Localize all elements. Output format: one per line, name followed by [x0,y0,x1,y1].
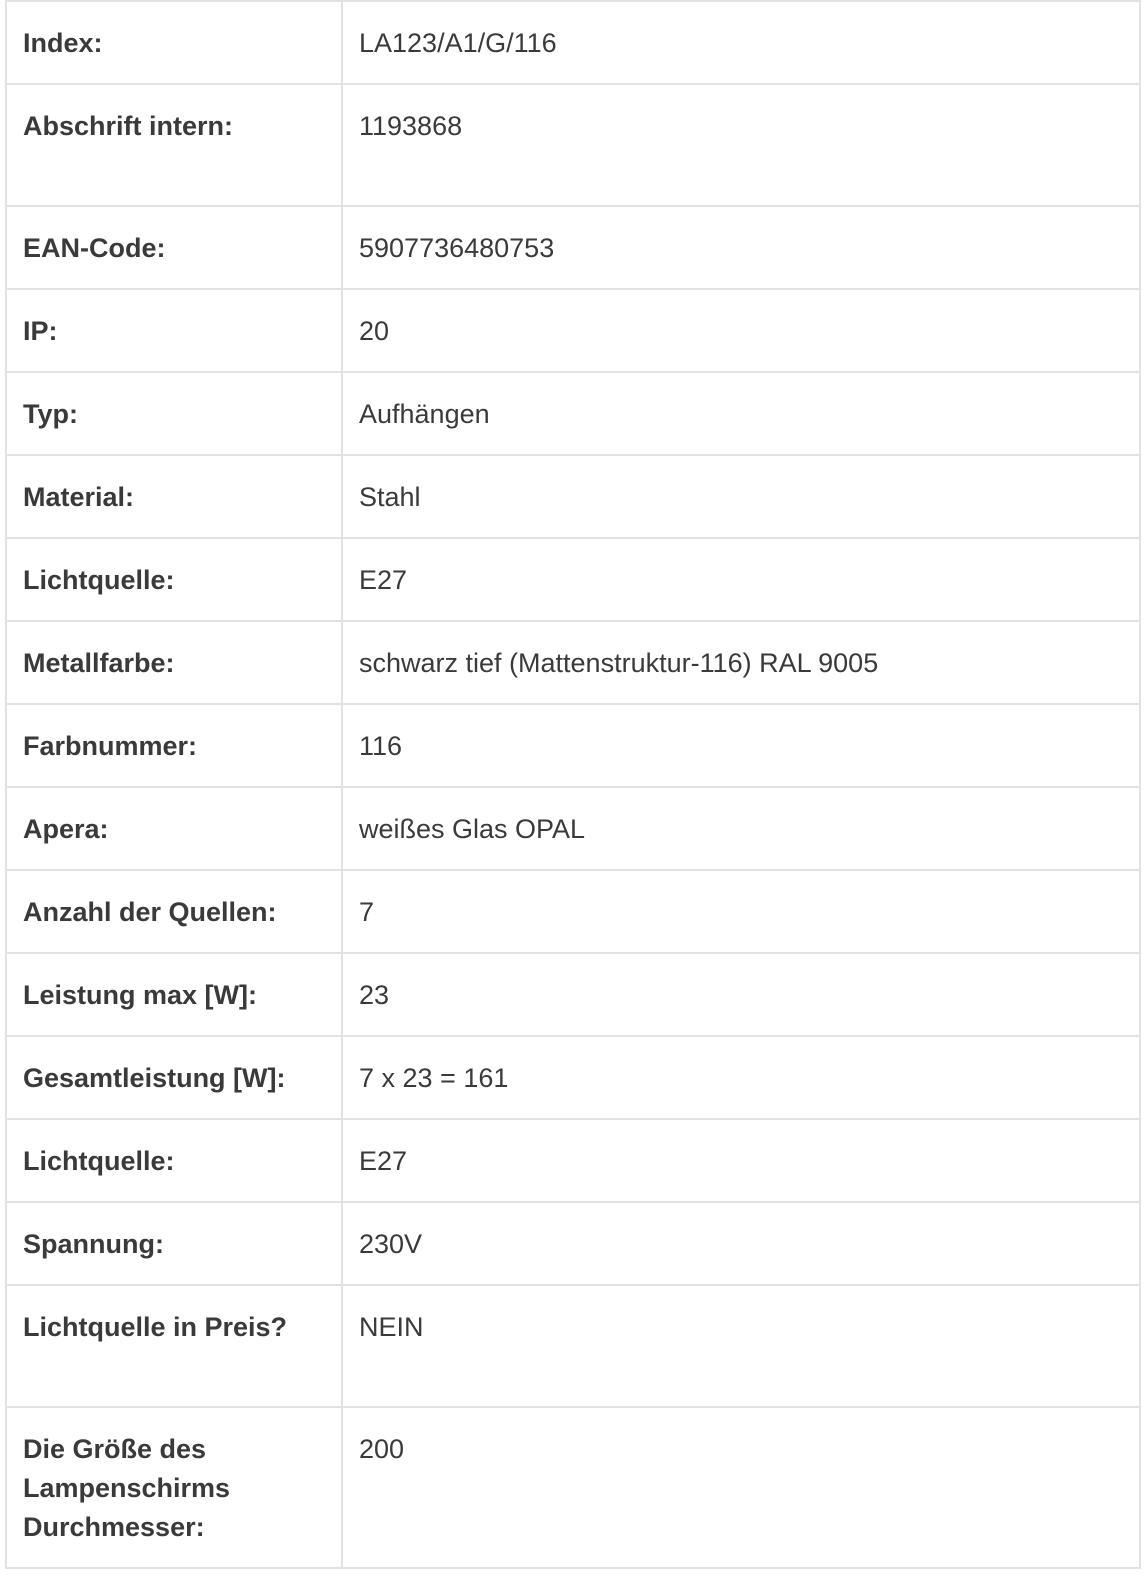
table-row [6,372,1140,455]
table-row [6,704,1140,787]
row-value: Stahl [342,455,1140,538]
row-label: Lichtquelle: [6,1119,342,1202]
row-value: schwarz tief (Mattenstruktur-116) RAL 9005 [342,621,1140,704]
table-row [6,953,1140,1036]
row-value: NEIN [342,1285,1140,1407]
table-row [6,455,1140,538]
table-row [6,870,1140,953]
row-value: LA123/A1/G/116 [342,1,1140,84]
row-label: Lichtquelle: [6,538,342,621]
table-row [6,84,1140,206]
product-spec-table [5,0,1141,1569]
row-value: E27 [342,1119,1140,1202]
row-label: Index: [6,1,342,84]
table-row [6,206,1140,289]
row-label: IP: [6,289,342,372]
row-value: weißes Glas OPAL [342,787,1140,870]
row-value: 230V [342,1202,1140,1285]
row-label: Spannung: [6,1202,342,1285]
row-label: Anzahl der Quellen: [6,870,342,953]
row-label: Gesamtleistung [W]: [6,1036,342,1119]
table-row [6,621,1140,704]
row-label: Material: [6,455,342,538]
row-value: 200 [342,1407,1140,1568]
table-row [6,1285,1140,1407]
table-row [6,1119,1140,1202]
row-value: 23 [342,953,1140,1036]
table-row [6,787,1140,870]
row-label: Typ: [6,372,342,455]
row-value: 7 [342,870,1140,953]
row-value: 7 x 23 = 161 [342,1036,1140,1119]
table-row [6,1,1140,84]
row-value: 1193868 [342,84,1140,206]
row-value: Aufhängen [342,372,1140,455]
row-label: Apera: [6,787,342,870]
table-row [6,1036,1140,1119]
table-row [6,1407,1140,1568]
row-label: Metallfarbe: [6,621,342,704]
table-row [6,538,1140,621]
row-label: Farbnummer: [6,704,342,787]
row-label: EAN-Code: [6,206,342,289]
row-label: Leistung max [W]: [6,953,342,1036]
table-row [6,1202,1140,1285]
row-value: E27 [342,538,1140,621]
table-row [6,289,1140,372]
row-label: Abschrift intern: [6,84,342,206]
row-value: 5907736480753 [342,206,1140,289]
row-label: Lichtquelle in Preis? [6,1285,342,1407]
row-label: Die Größe des Lampenschirms Durchmesser: [6,1407,342,1568]
row-value: 20 [342,289,1140,372]
row-value: 116 [342,704,1140,787]
